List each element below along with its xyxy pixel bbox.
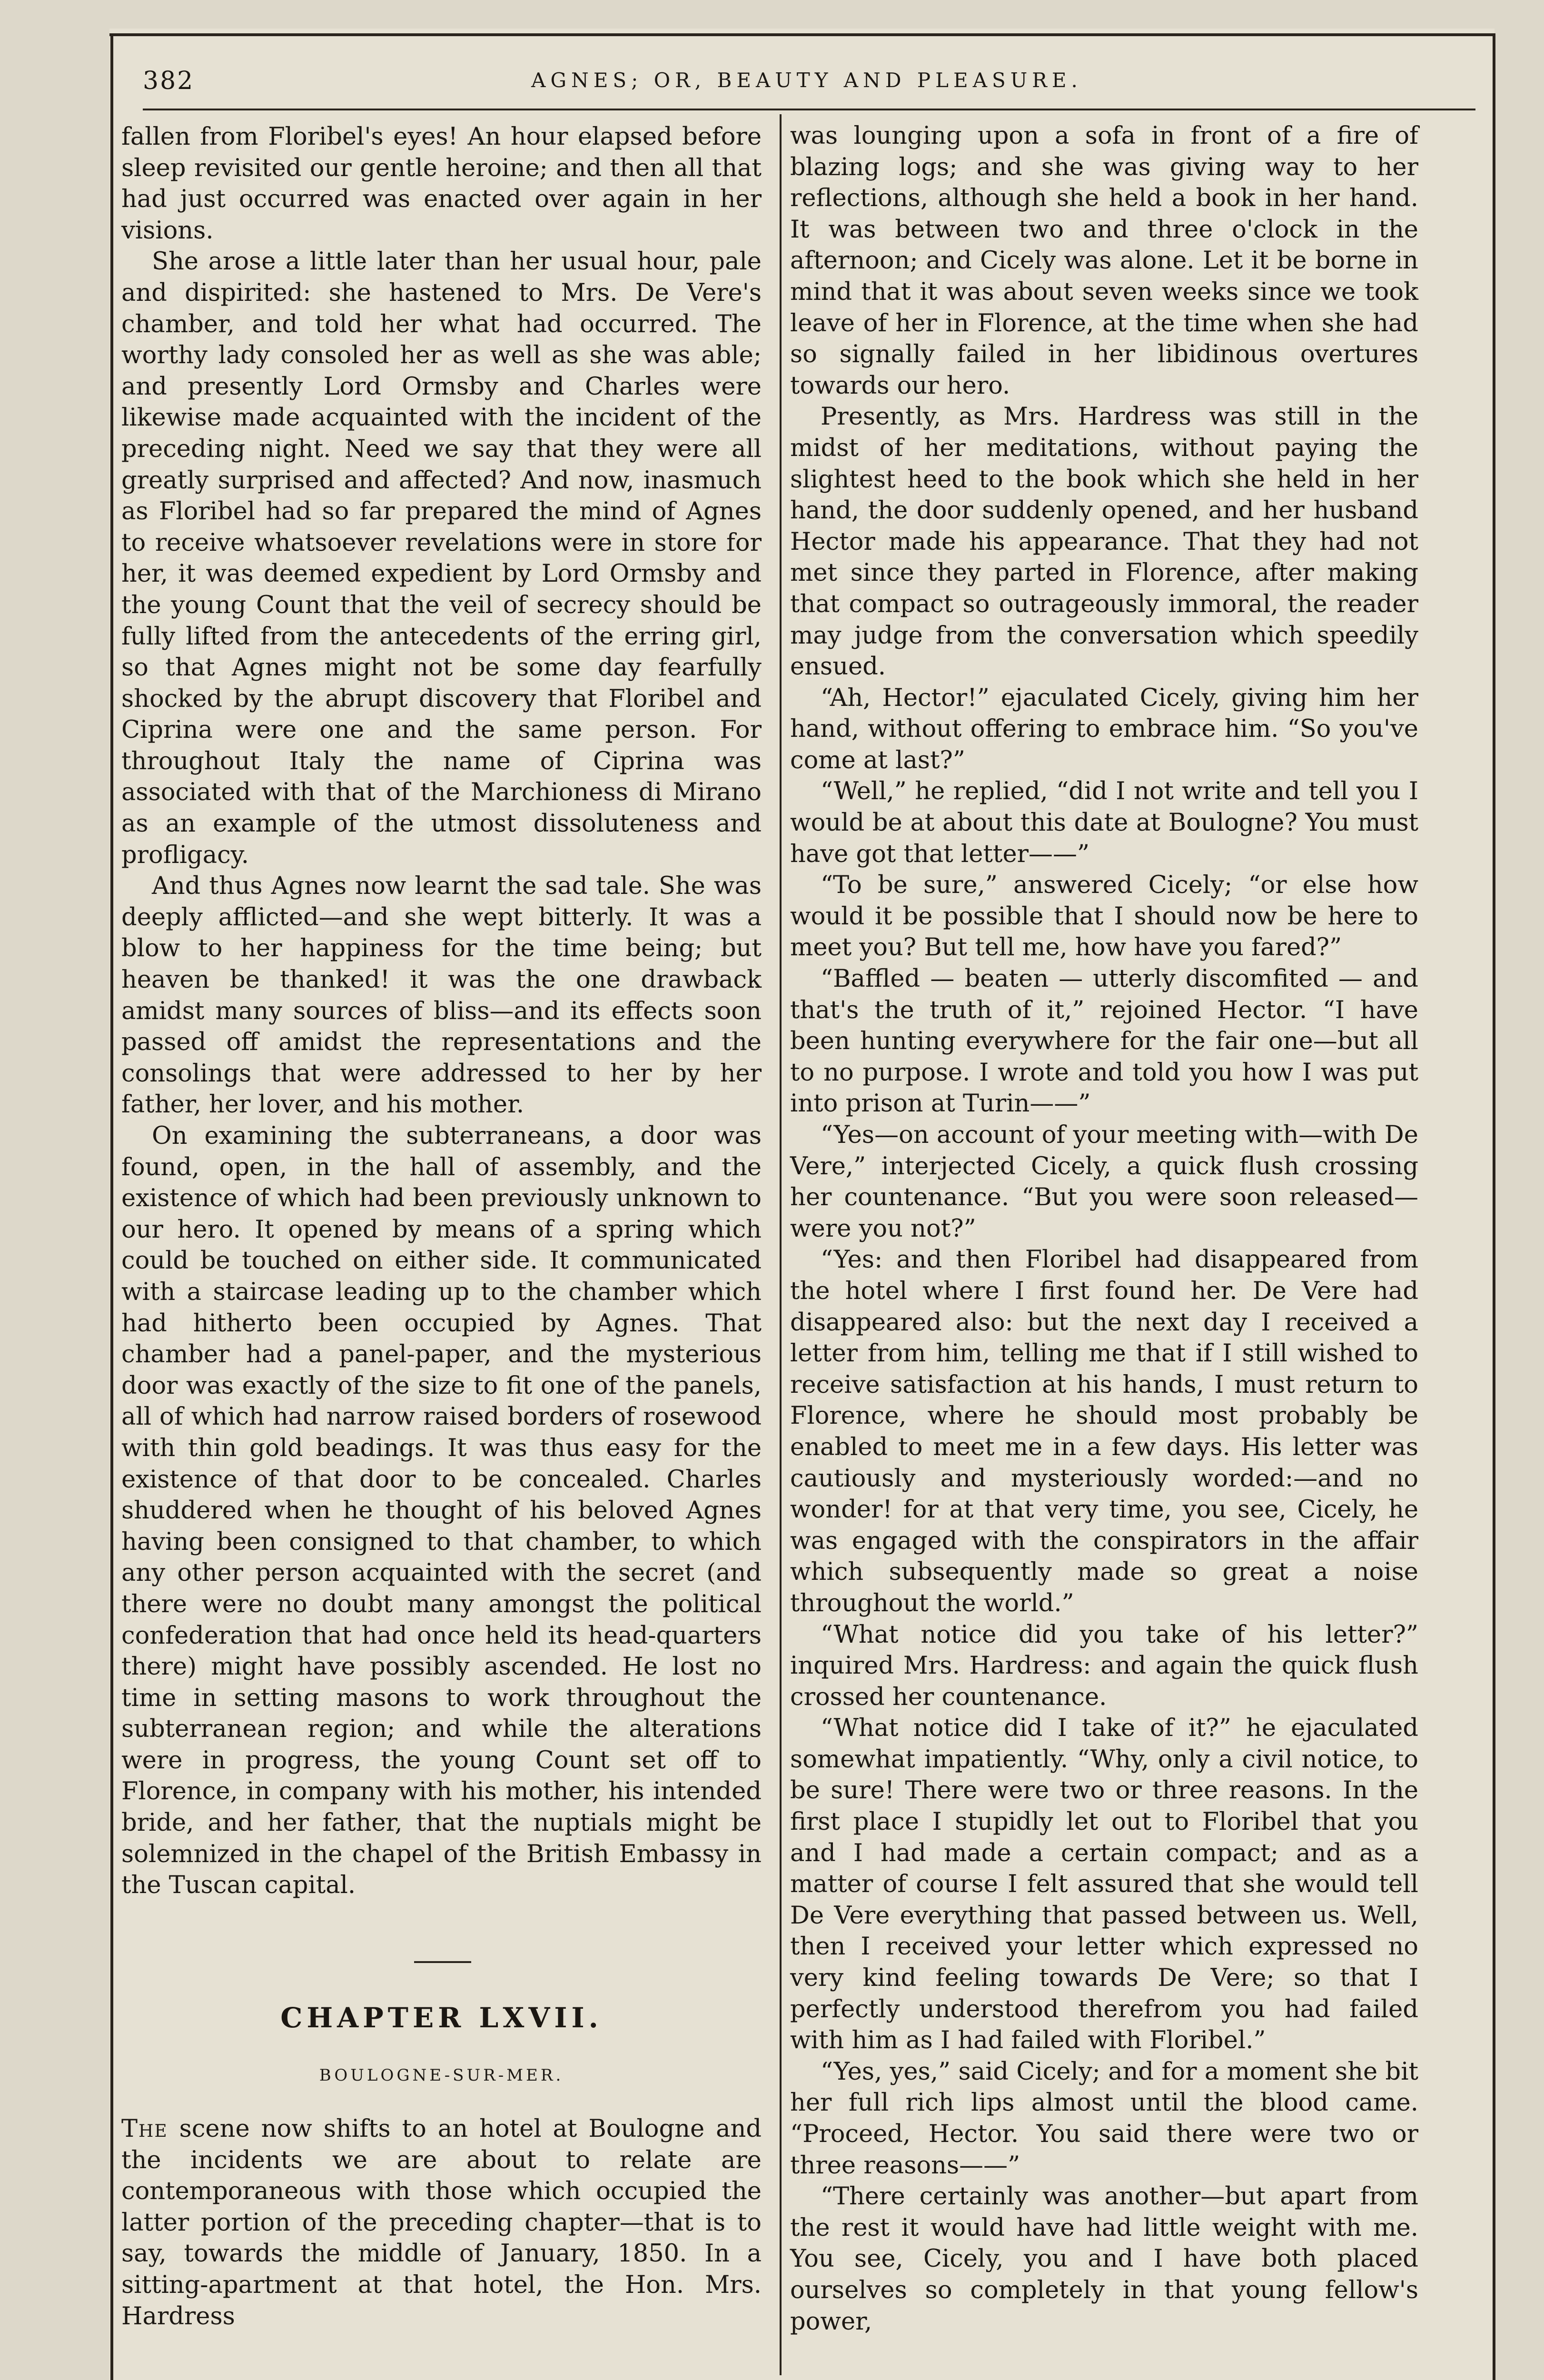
chapter-opening-text: scene now shifts to an hotel at Boulogne and the incidents we are about to relate are contemporaneous with those which occupied the latter portion of the preceding chapter—that is to say, towards the middle of January, 1850. In a sitting-apartment at that hotel, the Hon. Mrs. Hardress bbox=[121, 2115, 762, 2330]
column-divider bbox=[780, 114, 782, 2375]
chapter-title: CHAPTER LXVII. bbox=[280, 2002, 603, 2034]
paragraph: “Yes—on account of your meeting with—with De Vere,” interjected Cicely, a quick flush crossing her countenance. “But you were soon released—were you not?” bbox=[790, 1121, 1418, 1243]
running-head: AGNES; OR, BEAUTY AND PLEASURE. bbox=[531, 69, 1082, 92]
section-break-rule bbox=[414, 1961, 471, 1963]
chapter-subtitle: BOULOGNE-SUR-MER. bbox=[319, 2066, 564, 2085]
frame-border-right bbox=[1493, 33, 1495, 2380]
frame-border-top bbox=[109, 33, 1495, 36]
header-rule bbox=[143, 109, 1475, 110]
paragraph: And thus Agnes now learnt the sad tale. She was deeply afflicted—and she wept bitterly. It was a blow to her happiness for the time being; but heaven be thanked! it was the one drawback amidst many sources of bliss—and its effects soon passed off amidst the representations and the consolings that were addressed to her by her father, her lover, and his mother. bbox=[121, 872, 762, 1119]
frame-border-left bbox=[110, 33, 113, 2380]
paragraph: fallen from Floribel's eyes! An hour elapsed before sleep revisited our gentle heroine; and then all that had just occurred was enacted over again in her visions. bbox=[121, 123, 762, 245]
paragraph: “There certainly was another—but apart from the rest it would have had little weight with me. You see, Cicely, you and I have both placed ourselves so completely in that young fellow's power, bbox=[790, 2182, 1418, 2336]
page-header bbox=[143, 67, 1471, 105]
paragraph: She arose a little later than her usual hour, pale and dispirited: she hastened to Mrs. De Vere's chamber, and told her what had occurred. The worthy lady consoled her as well as she was able; and presently Lord Ormsby and Charles were likewise made acquainted with the incident of the preceding night. Need we say that they were all greatly surprised and affected? And now, inasmuch as Floribel had so far prepared the mind of Agnes to receive whatsoever revelations were in store for her, it was deemed expedient by Lord Ormsby and the young Count that the veil of secrecy should be fully lifted from the antecedents of the erring girl, so that Agnes might not be some day fearfully shocked by the abrupt discovery that Floribel and Ciprina were one and the same person. For throughout Italy the name of Ciprina was associated with that of the Marchioness di Mirano as an example of the utmost dissoluteness and profligacy. bbox=[121, 248, 762, 869]
paragraph: “What notice did you take of his letter?” inquired Mrs. Hardress: and again the quick flush crossed her countenance. bbox=[790, 1620, 1418, 1711]
page-number: 382 bbox=[143, 67, 195, 95]
paragraph: On examining the subterraneans, a door was found, open, in the hall of assembly, and the existence of which had been previously unknown to our hero. It opened by means of a spring which could be touched on either side. It communicated with a staircase leading up to the chamber which had hitherto been occupied by Agnes. That chamber had a panel-paper, and the mysterious door was exactly of the size to fit one of the panels, all of which had narrow raised borders of rosewood with thin gold beadings. It was thus easy for the existence of that door to be concealed. Charles shuddered when he thought of his beloved Agnes having been consigned to that chamber, to which any other person acquainted with the secret (and there were no doubt many amongst the political confederation that had once held its head-quarters there) might have possibly ascended. He lost no time in setting masons to work throughout the subterranean region; and while the alterations were in progress, the young Count set off to Florence, in company with his mother, his intended bride, and her father, that the nuptials might be solemnized in the chapel of the British Embassy in the Tuscan capital. bbox=[121, 1122, 762, 1900]
right-column bbox=[790, 120, 1418, 2337]
paragraph: “What notice did I take of it?” he ejaculated somewhat impatiently. “Why, only a civil notice, to be sure! There were two or three reasons. In the first place I stupidly let out to Floribel that you and I had made a certain compact; and as a matter of course I felt assured that she would tell De Vere everything that passed between us. Well, then I received your letter which expressed no very kind feeling towards De Vere; so that I perfectly understood therefrom you had failed with him as I had failed with Floribel.” bbox=[790, 1714, 1418, 2055]
paragraph: “Ah, Hector!” ejaculated Cicely, giving him her hand, without offering to embrace him. “So you've come at last?” bbox=[790, 684, 1418, 774]
paragraph: “Yes: and then Floribel had disappeared from the hotel where I first found her. De Vere had disappeared also: but the next day I received a letter from him, telling me that if I still wished to receive satisfaction at his hands, I must return to Florence, where he should most probably be enabled to meet me in a few days. His letter was cautiously and mysteriously worded:—and no wonder! for at that very time, you see, Cicely, he was engaged with the conspirators in the affair which subsequently made so great a noise throughout the world.” bbox=[790, 1246, 1418, 1617]
chapter-opening bbox=[121, 2113, 762, 2332]
paragraph: “Baffled — beaten — utterly discomfited — and that's the truth of it,” rejoined Hector. “I have been hunting everywhere for the fair one—but all to no purpose. I wrote and told you how I was put into prison at Turin——” bbox=[790, 965, 1418, 1118]
chapter-first-word: The bbox=[121, 2115, 168, 2143]
paragraph: “Yes, yes,” said Cicely; and for a moment she bit her full rich lips almost until the blood came. “Proceed, Hector. You said there were two or three reasons——” bbox=[790, 2057, 1418, 2180]
paragraph: “To be sure,” answered Cicely; “or else how would it be possible that I should now be here to meet you? But tell me, how have you fared?” bbox=[790, 871, 1418, 962]
paragraph: Presently, as Mrs. Hardress was still in the midst of her meditations, without paying the slightest heed to the book which she held in her hand, the door suddenly opened, and her husband Hector made his appearance. That they had not met since they parted in Florence, after making that compact so outrageously immoral, the reader may judge from the conversation which speedily ensued. bbox=[790, 403, 1418, 681]
left-column bbox=[121, 121, 762, 1901]
paragraph: was lounging upon a sofa in front of a fire of blazing logs; and she was giving way to her reflections, although she held a book in her hand. It was between two and three o'clock in the afternoon; and Cicely was alone. Let it be borne in mind that it was about seven weeks since we took leave of her in Florence, at the time when she had so signally failed in her libidinous overtures towards our hero. bbox=[790, 122, 1418, 400]
paragraph: “Well,” he replied, “did I not write and tell you I would be at about this date at Boulogne? You must have got that letter——” bbox=[790, 777, 1418, 868]
paragraph bbox=[121, 2113, 762, 2332]
